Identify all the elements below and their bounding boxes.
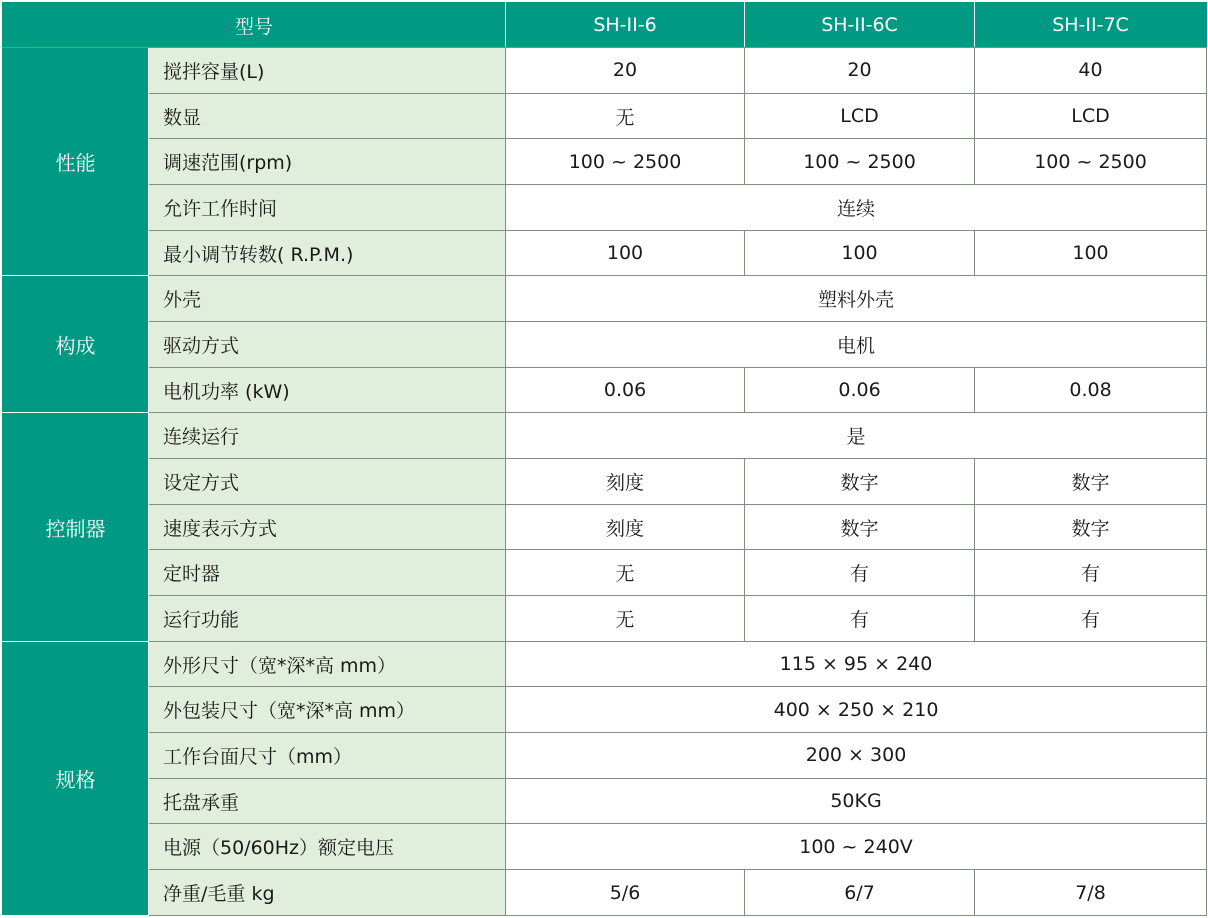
table-row bbox=[3, 687, 1207, 733]
spec-label: 电机功率 (kW) bbox=[149, 367, 506, 413]
table-row bbox=[3, 733, 1207, 779]
spec-value: LCD bbox=[745, 93, 975, 139]
spec-label: 工作台面尺寸（mm） bbox=[149, 733, 506, 779]
spec-label: 外壳 bbox=[149, 276, 506, 322]
table-row bbox=[3, 93, 1207, 139]
spec-value-merged: 连续 bbox=[506, 185, 1207, 231]
spec-label: 连续运行 bbox=[149, 413, 506, 459]
spec-label: 允许工作时间 bbox=[149, 185, 506, 231]
spec-value: 20 bbox=[506, 48, 745, 94]
category-cell: 控制器 bbox=[3, 413, 149, 641]
spec-value: 数字 bbox=[745, 504, 975, 550]
spec-value: 刻度 bbox=[506, 459, 745, 505]
table-row bbox=[3, 413, 1207, 459]
spec-value: 100 bbox=[975, 230, 1207, 276]
table-row bbox=[3, 139, 1207, 185]
table-row bbox=[3, 504, 1207, 550]
spec-value: 0.08 bbox=[975, 367, 1207, 413]
spec-table bbox=[2, 2, 1207, 916]
spec-value: 100 bbox=[506, 230, 745, 276]
spec-value: LCD bbox=[975, 93, 1207, 139]
spec-value: 无 bbox=[506, 93, 745, 139]
spec-value: 0.06 bbox=[745, 367, 975, 413]
spec-value-merged: 400 × 250 × 210 bbox=[506, 687, 1207, 733]
table-row bbox=[3, 824, 1207, 870]
spec-label: 运行功能 bbox=[149, 596, 506, 642]
table-row bbox=[3, 48, 1207, 94]
spec-label: 搅拌容量(L) bbox=[149, 48, 506, 94]
spec-label: 设定方式 bbox=[149, 459, 506, 505]
spec-label: 托盘承重 bbox=[149, 778, 506, 824]
spec-value: 100 ~ 2500 bbox=[506, 139, 745, 185]
spec-value: 有 bbox=[975, 596, 1207, 642]
spec-label: 最小调节转数( R.P.M.) bbox=[149, 230, 506, 276]
table-row bbox=[3, 550, 1207, 596]
spec-value: 有 bbox=[745, 550, 975, 596]
table-row bbox=[3, 230, 1207, 276]
spec-value-merged: 115 × 95 × 240 bbox=[506, 641, 1207, 687]
model-sh-ii-6c-header: SH-II-6C bbox=[745, 3, 975, 48]
header-row bbox=[3, 3, 1207, 48]
spec-label: 外包装尺寸（宽*深*高 mm） bbox=[149, 687, 506, 733]
spec-value-merged: 塑料外壳 bbox=[506, 276, 1207, 322]
spec-value: 无 bbox=[506, 596, 745, 642]
spec-label: 净重/毛重 kg bbox=[149, 870, 506, 916]
model-header: 型号 bbox=[3, 3, 506, 48]
spec-value: 100 ~ 2500 bbox=[975, 139, 1207, 185]
spec-label: 定时器 bbox=[149, 550, 506, 596]
spec-label: 速度表示方式 bbox=[149, 504, 506, 550]
spec-value: 有 bbox=[745, 596, 975, 642]
spec-label: 调速范围(rpm) bbox=[149, 139, 506, 185]
category-cell: 规格 bbox=[3, 641, 149, 915]
category-cell: 性能 bbox=[3, 48, 149, 276]
spec-value: 100 ~ 2500 bbox=[745, 139, 975, 185]
table-row bbox=[3, 276, 1207, 322]
model-sh-ii-7c-header: SH-II-7C bbox=[975, 3, 1207, 48]
model-sh-ii-6-header: SH-II-6 bbox=[506, 3, 745, 48]
table-row bbox=[3, 641, 1207, 687]
spec-value: 7/8 bbox=[975, 870, 1207, 916]
spec-value: 5/6 bbox=[506, 870, 745, 916]
table-row bbox=[3, 778, 1207, 824]
spec-label: 数显 bbox=[149, 93, 506, 139]
category-cell: 构成 bbox=[3, 276, 149, 413]
spec-value: 数字 bbox=[745, 459, 975, 505]
spec-value-merged: 是 bbox=[506, 413, 1207, 459]
spec-value: 0.06 bbox=[506, 367, 745, 413]
spec-value: 无 bbox=[506, 550, 745, 596]
spec-body bbox=[3, 48, 1207, 916]
spec-value-merged: 电机 bbox=[506, 322, 1207, 368]
table-row bbox=[3, 185, 1207, 231]
spec-value: 20 bbox=[745, 48, 975, 94]
table-row bbox=[3, 870, 1207, 916]
spec-value-merged: 100 ~ 240V bbox=[506, 824, 1207, 870]
table-row bbox=[3, 322, 1207, 368]
spec-label: 电源（50/60Hz）额定电压 bbox=[149, 824, 506, 870]
spec-value: 数字 bbox=[975, 459, 1207, 505]
table-row bbox=[3, 596, 1207, 642]
spec-value: 6/7 bbox=[745, 870, 975, 916]
spec-value-merged: 200 × 300 bbox=[506, 733, 1207, 779]
table-row bbox=[3, 459, 1207, 505]
table-row bbox=[3, 367, 1207, 413]
spec-value: 有 bbox=[975, 550, 1207, 596]
spec-value-merged: 50KG bbox=[506, 778, 1207, 824]
spec-value: 40 bbox=[975, 48, 1207, 94]
spec-value: 刻度 bbox=[506, 504, 745, 550]
spec-value: 100 bbox=[745, 230, 975, 276]
spec-value: 数字 bbox=[975, 504, 1207, 550]
spec-label: 外形尺寸（宽*深*高 mm） bbox=[149, 641, 506, 687]
spec-label: 驱动方式 bbox=[149, 322, 506, 368]
